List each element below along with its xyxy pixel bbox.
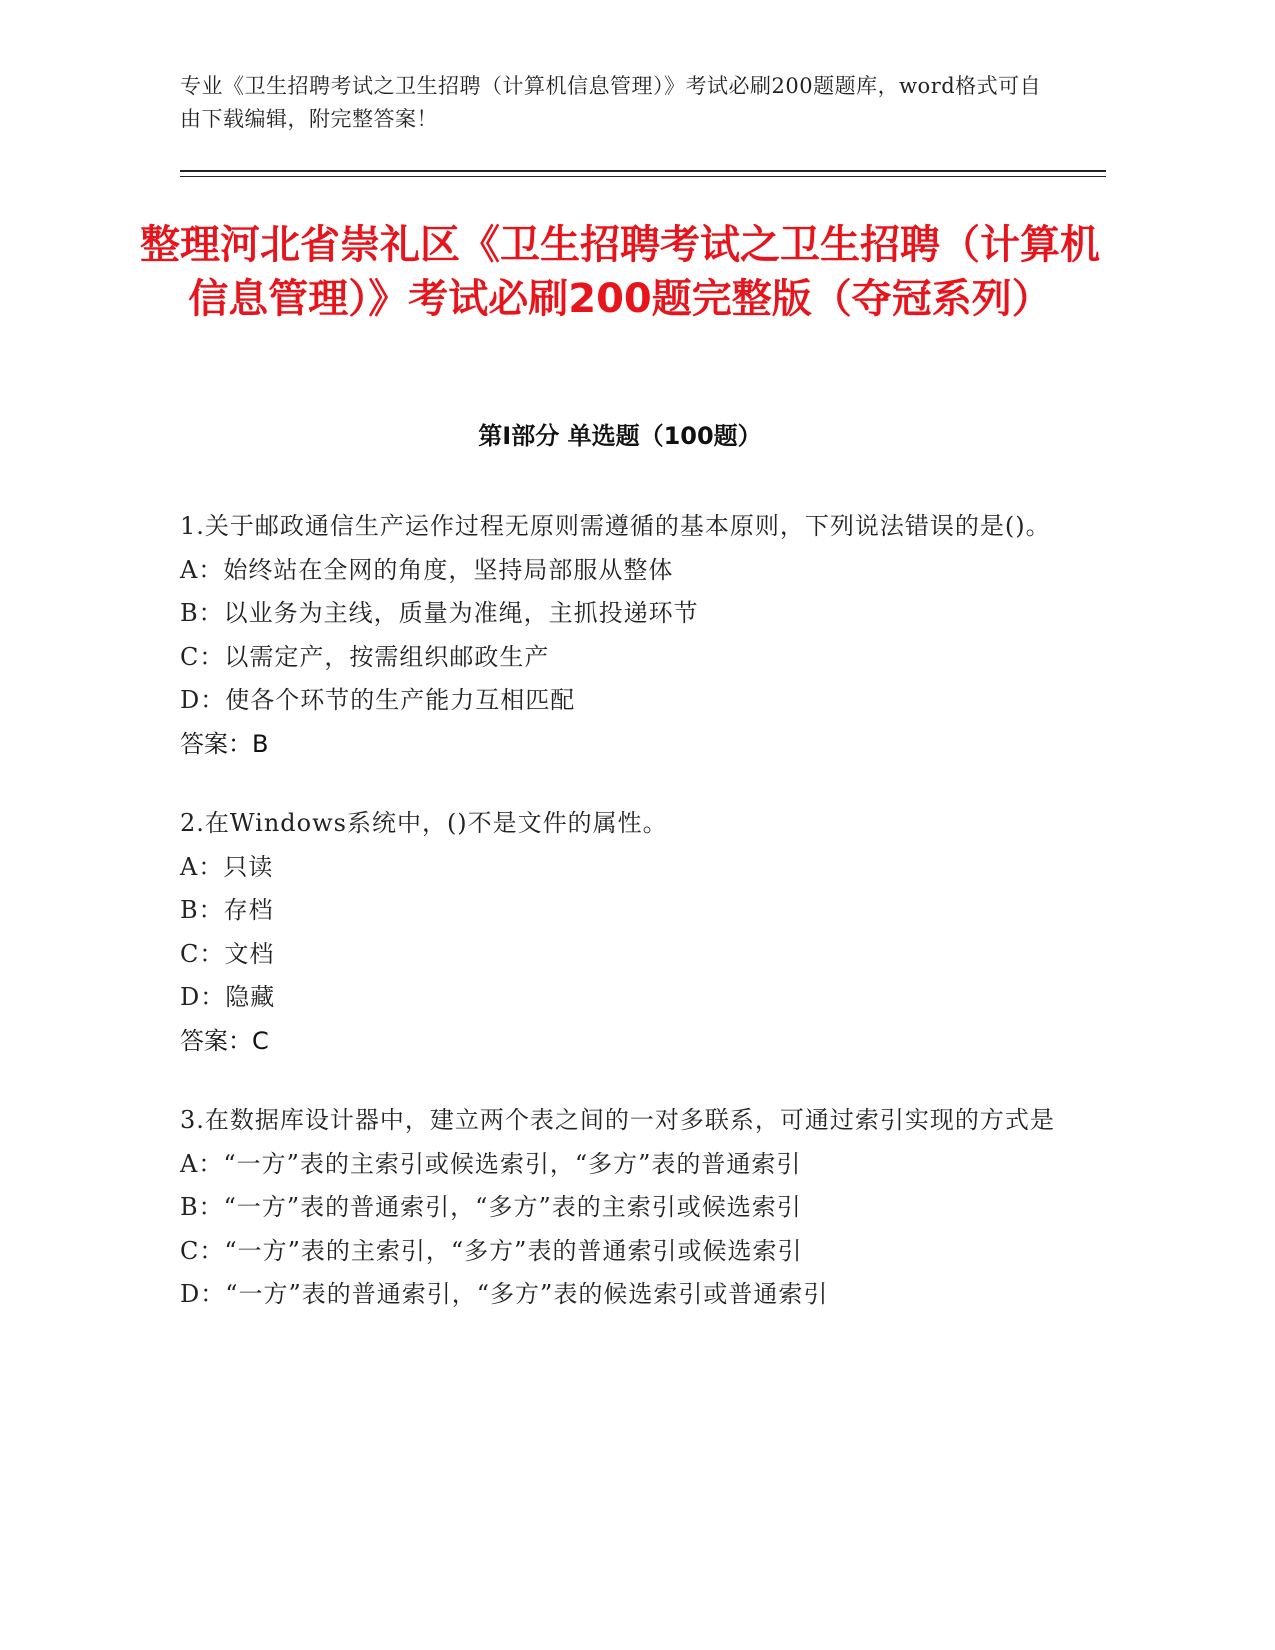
option-b: B：存档 [180,896,274,924]
option-c: C：“一方”表的主索引，“多方”表的普通索引或候选索引 [180,1236,803,1265]
option-b: B：以业务为主线，质量为准绳，主抓投递环节 [180,599,699,627]
header-note: 专业《卫生招聘考试之卫生招聘（计算机信息管理）》考试必刷200题题库，word格式可自由下载编辑，附完整答案！ [180,74,1042,131]
option-a: A：“一方”表的主索引或候选索引，“多方”表的普通索引 [180,1149,802,1178]
option-d: D：隐藏 [180,983,276,1011]
document-title: 整理河北省崇礼区《卫生招聘考试之卫生招聘（计算机信息管理）》考试必刷200题完整版（夺冠系列） [140,222,1100,322]
option-c: C：文档 [180,939,275,968]
option-a: A：始终站在全网的角度，坚持局部服从整体 [180,555,674,584]
header-divider-thin [180,176,1106,177]
option-b: B：“一方”表的普通索引，“多方”表的主索引或候选索引 [180,1193,802,1221]
option-d: D：“一方”表的普通索引，“多方”表的候选索引或普通索引 [180,1280,829,1308]
option-a: A：只读 [180,852,274,881]
option-d: D：使各个环节的生产能力互相匹配 [180,686,576,714]
question-1 [180,505,1060,766]
header-divider-thick [180,170,1106,172]
question-3 [180,1099,1060,1317]
answer-line: 答案：B [180,729,269,758]
section-heading: 第Ⅰ部分 单选题（100题） [478,422,762,450]
answer-line: 答案：C [180,1026,269,1055]
question-stem: 1.关于邮政通信生产运作过程无原则需遵循的基本原则，下列说法错误的是()。 [180,512,1051,540]
option-c: C：以需定产，按需组织邮政生产 [180,642,550,671]
question-2 [180,802,1060,1063]
question-stem: 2.在Windows系统中，()不是文件的属性。 [180,809,668,837]
question-stem: 3.在数据库设计器中，建立两个表之间的一对多联系，可通过索引实现的方式是 [180,1106,1055,1134]
question-list [180,505,1060,1353]
